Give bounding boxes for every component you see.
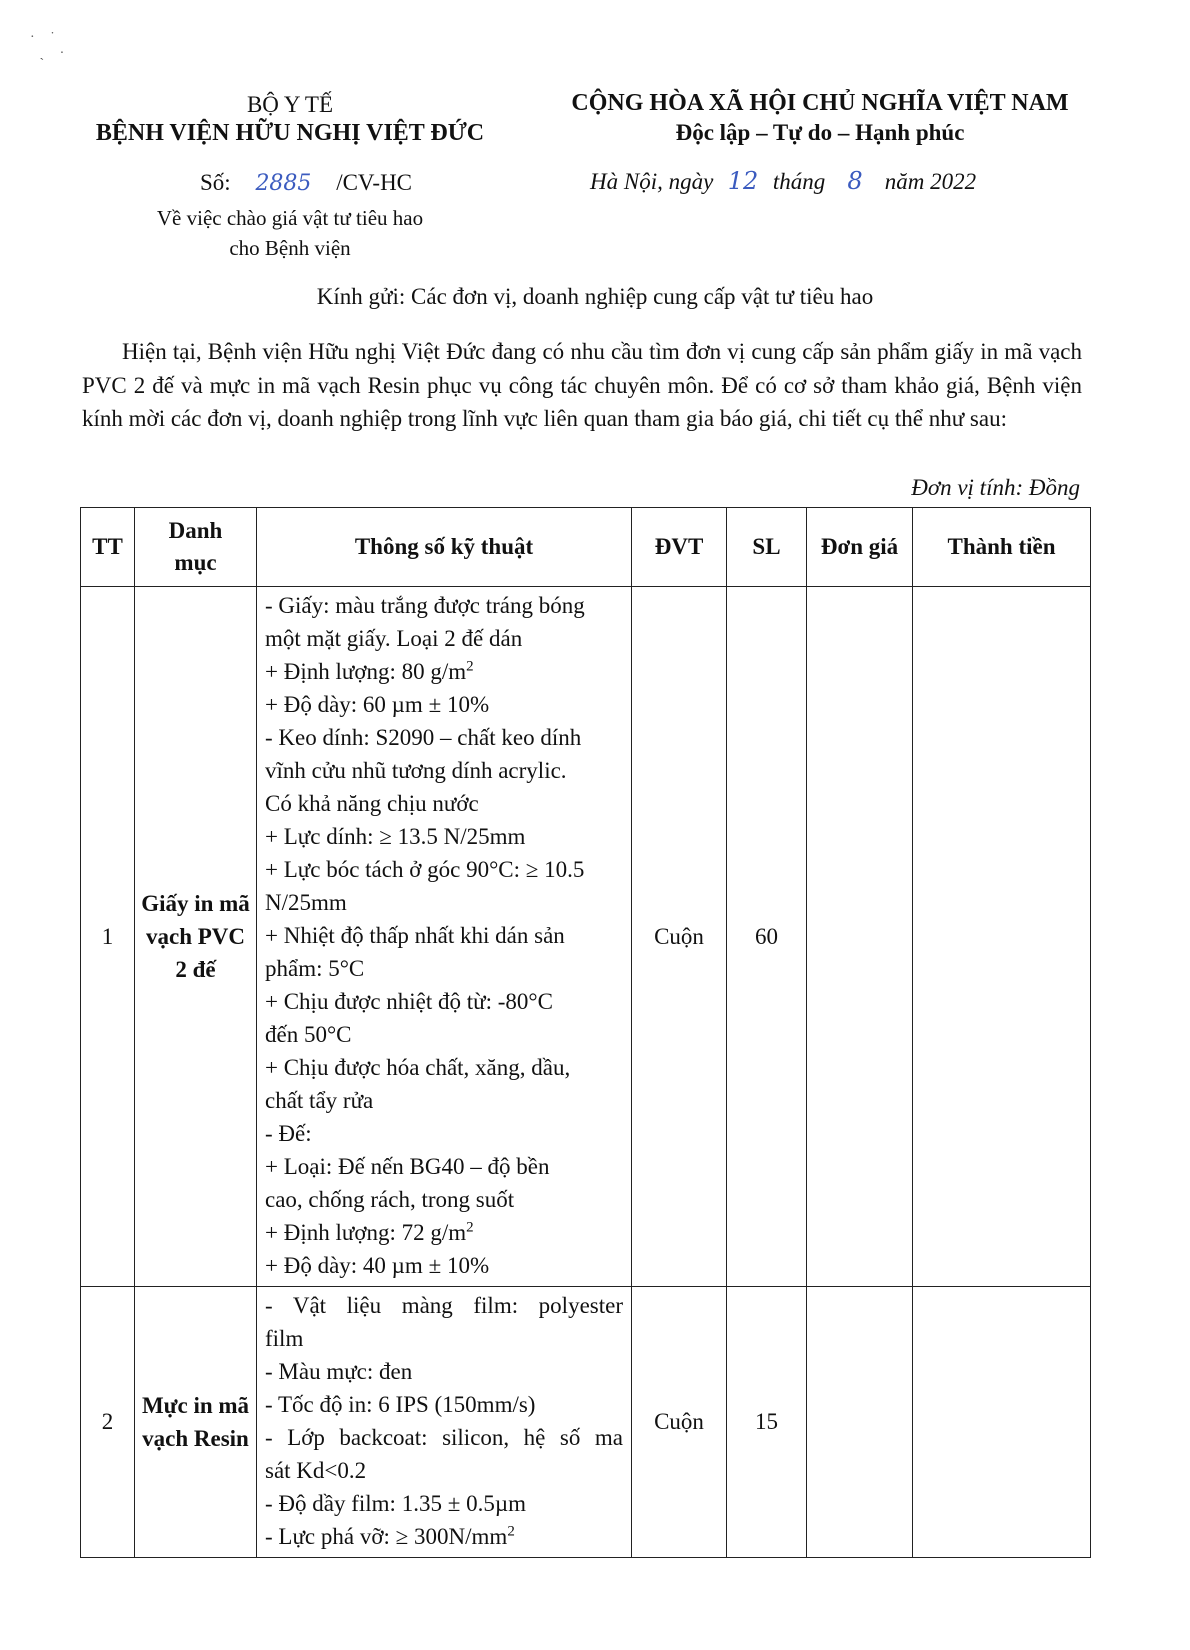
spec-line: - Độ dầy film: 1.35 ± 0.5µm bbox=[265, 1491, 526, 1516]
row-qty: 60 bbox=[727, 587, 807, 1287]
hospital-name: BỆNH VIỆN HỮU NGHỊ VIỆT ĐỨC bbox=[95, 120, 485, 146]
spec-line: + Độ dày: 40 µm ± 10% bbox=[265, 1253, 490, 1278]
row-category: Giấy in mã vạch PVC 2 đế bbox=[135, 587, 257, 1287]
spec-line: + Chịu được hóa chất, xăng, dầu, bbox=[265, 1055, 571, 1080]
spec-line: + Định lượng: 80 $g/m^2$ bbox=[265, 658, 474, 684]
row-qty: 15 bbox=[727, 1287, 807, 1558]
spec-line: + Nhiệt độ thấp nhất khi dán sản bbox=[265, 923, 565, 948]
spec-line: chất tẩy rửa bbox=[265, 1088, 374, 1113]
body-paragraph: Hiện tại, Bệnh viện Hữu nghị Việt Đức đang có nhu cầu tìm đơn vị cung cấp sản phẩm giấy in mã vạch PVC 2 đế và mực in mã vạch Resin phục vụ công tác chuyên môn. Để có cơ sở tham khảo giá, Bệnh viện kính mời các đơn vị, doanh nghiệp trong lĩnh vực liên quan tham gia báo giá, chi tiết cụ thể như sau: bbox=[82, 339, 1082, 431]
spec-line: sát Kd<0.2 bbox=[265, 1458, 367, 1483]
row-spec bbox=[257, 587, 632, 1287]
motto: Độc lập – Tự do – Hạnh phúc bbox=[675, 120, 965, 145]
doc-no-suffix: /CV-HC bbox=[336, 170, 413, 195]
republic-title: CỘNG HÒA XÃ HỘI CHỦ NGHĨA VIỆT NAM bbox=[571, 90, 1069, 116]
row-tt: 2 bbox=[81, 1287, 135, 1558]
row-total bbox=[913, 587, 1091, 1287]
subject bbox=[120, 203, 460, 263]
spec-line: cao, chống rách, trong suốt bbox=[265, 1187, 515, 1212]
recipient-line: Kính gửi: Các đơn vị, doanh nghiệp cung cấp vật tư tiêu hao bbox=[316, 284, 874, 309]
doc-no-prefix: Số: bbox=[200, 170, 231, 195]
document-number bbox=[200, 170, 412, 196]
row-category: Mực in mã vạch Resin bbox=[135, 1287, 257, 1558]
spec-line: Có khả năng chịu nước bbox=[265, 791, 479, 816]
national-header bbox=[540, 90, 1100, 146]
spec-line: + Loại: Đế nến BG40 – độ bền bbox=[265, 1154, 550, 1179]
date-month-label: tháng bbox=[772, 169, 826, 194]
spec-line: vĩnh cửu nhũ tương dính acrylic. bbox=[265, 758, 567, 783]
subject-line-2: cho Bệnh viện bbox=[229, 236, 351, 260]
table-row bbox=[81, 1287, 1091, 1558]
spec-line: film bbox=[265, 1326, 304, 1351]
header-tt: TT bbox=[81, 508, 135, 587]
spec-line: + Định lượng: 72 $g/m^2$ bbox=[265, 1219, 474, 1245]
row-price bbox=[807, 1287, 913, 1558]
row-unit: Cuộn bbox=[632, 587, 727, 1287]
ministry-name: BỘ Y TẾ bbox=[246, 92, 334, 117]
header-category: Danh mục bbox=[135, 508, 257, 587]
issuer-block bbox=[80, 92, 500, 147]
table-row bbox=[81, 587, 1091, 1287]
scan-specks: · ˙ ˎ · bbox=[30, 30, 71, 61]
spec-line: - Lực phá vỡ: ≥ $300N/mm^2$ bbox=[265, 1523, 515, 1549]
row-price bbox=[807, 587, 913, 1287]
row-total bbox=[913, 1287, 1091, 1558]
date-prefix: Hà Nội, ngày bbox=[590, 169, 714, 194]
subject-line-1: Về việc chào giá vật tư tiêu hao bbox=[156, 206, 424, 230]
spec-line: - Lớp backcoat: silicon, hệ số ma bbox=[265, 1425, 623, 1450]
doc-no-handwritten: 2885 bbox=[255, 171, 312, 196]
currency-unit-note: Đơn vị tính: Đồng bbox=[911, 475, 1080, 500]
spec-line: - Giấy: màu trắng được tráng bóng bbox=[265, 593, 585, 618]
date-year: năm 2022 bbox=[884, 169, 977, 194]
spec-line: + Độ dày: 60 µm ± 10% bbox=[265, 692, 490, 717]
spec-line: - Tốc độ in: 6 IPS (150mm/s) bbox=[265, 1392, 536, 1417]
header-total: Thành tiền bbox=[913, 508, 1091, 587]
table-header-row bbox=[81, 508, 1091, 587]
spec-line: đến 50°C bbox=[265, 1022, 352, 1047]
spec-line: một mặt giấy. Loại 2 đế dán bbox=[265, 626, 523, 651]
date-month: 8 bbox=[847, 167, 863, 195]
spec-line: + Lực dính: ≥ 13.5 N/25mm bbox=[265, 824, 526, 849]
row-tt: 1 bbox=[81, 587, 135, 1287]
row-unit: Cuộn bbox=[632, 1287, 727, 1558]
date-day: 12 bbox=[727, 167, 759, 195]
header-qty: SL bbox=[727, 508, 807, 587]
row-spec bbox=[257, 1287, 632, 1558]
header-unit: ĐVT bbox=[632, 508, 727, 587]
items-table bbox=[80, 507, 1091, 1558]
spec-line: - Đế: bbox=[265, 1121, 312, 1146]
header-price: Đơn giá bbox=[807, 508, 913, 587]
spec-line: - Keo dính: S2090 – chất keo dính bbox=[265, 725, 582, 750]
date-line bbox=[590, 167, 976, 195]
spec-line: - Vật liệu màng film: polyester bbox=[265, 1293, 623, 1318]
spec-line: + Lực bóc tách ở góc 90°C: ≥ 10.5 bbox=[265, 857, 585, 882]
spec-line: - Màu mực: đen bbox=[265, 1359, 413, 1384]
spec-line: N/25mm bbox=[265, 890, 347, 915]
spec-line: + Chịu được nhiệt độ từ: -80°C bbox=[265, 989, 553, 1014]
header-spec: Thông số kỹ thuật bbox=[257, 508, 632, 587]
spec-line: phẩm: 5°C bbox=[265, 956, 365, 981]
